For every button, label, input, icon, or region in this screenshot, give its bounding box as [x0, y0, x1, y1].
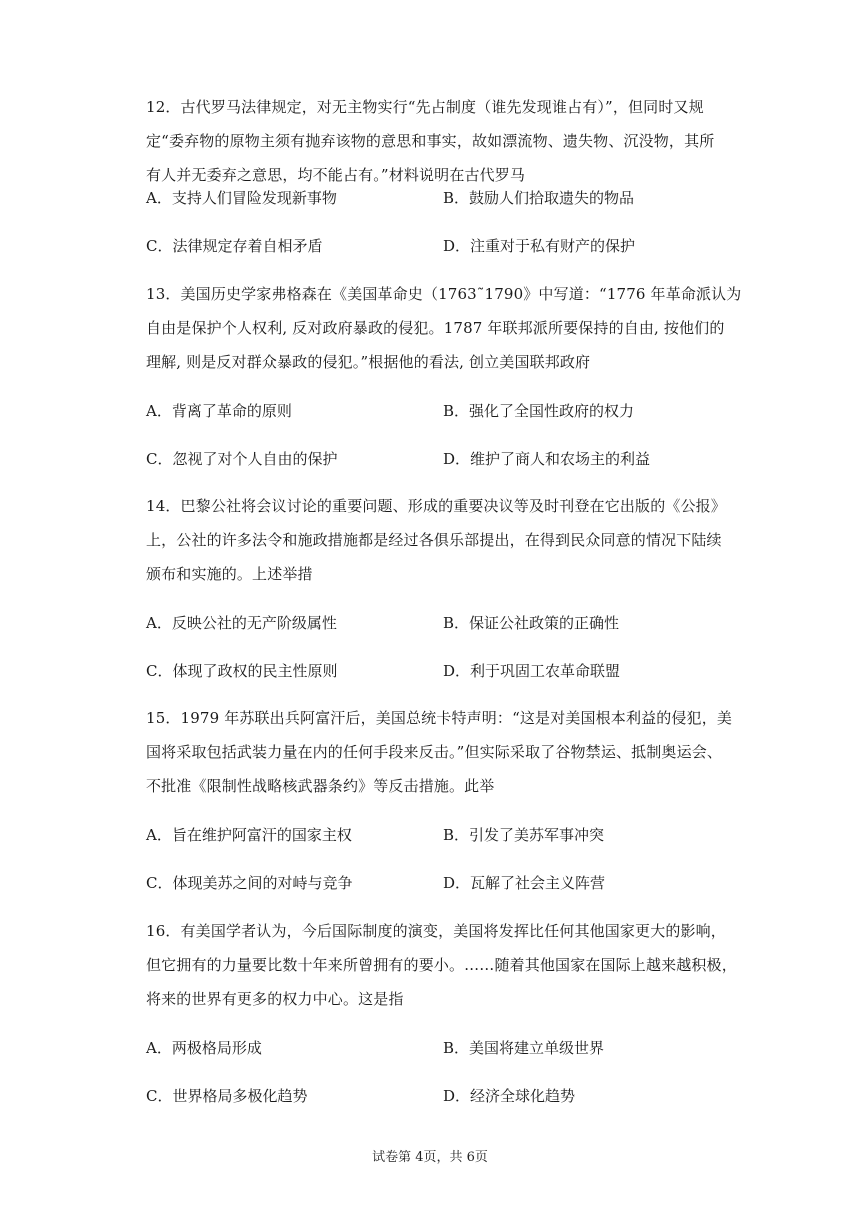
- option-b[interactable]: B．鼓励人们拾取遗失的物品: [443, 189, 635, 207]
- stem-line: 颁布和实施的。上述举措: [146, 565, 313, 583]
- option-a[interactable]: A．两极格局形成: [146, 1039, 262, 1057]
- option-d[interactable]: D．利于巩固工农革命联盟: [443, 662, 621, 680]
- question-15: [146, 701, 733, 892]
- option-c[interactable]: C．体现了政权的民主性原则: [146, 662, 338, 680]
- option-c[interactable]: C．世界格局多极化趋势: [146, 1087, 308, 1105]
- stem-line: 理解, 则是反对群众暴政的侵犯。”根据他的看法, 创立美国联邦政府: [146, 353, 591, 371]
- stem-line: 16．有美国学者认为，今后国际制度的演变，美国将发挥比任何其他国家更大的影响，: [146, 922, 726, 940]
- stem-line: 有人并无委弃之意思，均不能占有。”材料说明在古代罗马: [146, 166, 526, 184]
- option-c[interactable]: C．法律规定存着自相矛盾: [146, 237, 323, 255]
- stem-line: 但它拥有的力量要比数十年来所曾拥有的要小。……随着其他国家在国际上越来越积极，: [146, 956, 737, 974]
- page-footer: 试卷第 4页，共 6页: [372, 1150, 488, 1165]
- option-d[interactable]: D．维护了商人和农场主的利益: [443, 450, 651, 468]
- question-stem: [146, 701, 733, 803]
- stem-line: 将来的世界有更多的权力中心。这是指: [146, 990, 404, 1008]
- question-stem: [146, 277, 742, 379]
- question-12: [146, 90, 716, 255]
- question-stem: [146, 914, 737, 1016]
- option-a[interactable]: A．背离了革命的原则: [146, 402, 292, 420]
- option-a[interactable]: A．反映公社的无产阶级属性: [146, 614, 337, 632]
- option-d[interactable]: D．经济全球化趋势: [443, 1087, 576, 1105]
- question-stem: [146, 90, 716, 192]
- option-b[interactable]: B．引发了美苏军事冲突: [443, 826, 605, 844]
- option-c[interactable]: C．体现美苏之间的对峙与竞争: [146, 874, 353, 892]
- option-b[interactable]: B．保证公社政策的正确性: [443, 614, 620, 632]
- question-16: [146, 914, 737, 1105]
- question-stem: [146, 489, 726, 591]
- option-c[interactable]: C．忽视了对个人自由的保护: [146, 450, 338, 468]
- option-a[interactable]: A．旨在维护阿富汗的国家主权: [146, 826, 352, 844]
- stem-line: 15．1979 年苏联出兵阿富汗后，美国总统卡特声明：“这是对美国根本利益的侵犯，美: [146, 709, 733, 727]
- stem-line: 国将采取包括武装力量在内的任何手段来反击。”但实际采取了谷物禁运、抵制奥运会、: [146, 743, 723, 761]
- option-b[interactable]: B．强化了全国性政府的权力: [443, 402, 635, 420]
- stem-line: 不批准《限制性战略核武器条约》等反击措施。此举: [146, 777, 495, 795]
- question-14: [146, 489, 726, 680]
- stem-line: 13．美国历史学家弗格森在《美国革命史（1763˜1790》中写道：“1776 年革命派认为: [146, 285, 742, 303]
- stem-line: 14．巴黎公社将会议讨论的重要问题、形成的重要决议等及时刊登在它出版的《公报》: [146, 497, 726, 515]
- question-13: [146, 277, 742, 468]
- stem-line: 自由是保护个人权利, 反对政府暴政的侵犯。1787 年联邦派所要保持的自由, 按他们的: [146, 319, 725, 337]
- option-b[interactable]: B．美国将建立单级世界: [443, 1039, 605, 1057]
- option-a[interactable]: A．支持人们冒险发现新事物: [146, 189, 337, 207]
- stem-line: 上，公社的许多法令和施政措施都是经过各俱乐部提出，在得到民众同意的情况下陆续: [146, 531, 722, 549]
- stem-line: 定“委弃物的原物主须有抛弃该物的意思和事实，故如漂流物、遗失物、沉没物，其所: [146, 132, 715, 150]
- option-d[interactable]: D．瓦解了社会主义阵营: [443, 874, 606, 892]
- stem-line: 12．古代罗马法律规定，对无主物实行“先占制度（谁先发现谁占有）”，但同时又规: [146, 98, 704, 116]
- option-d[interactable]: D．注重对于私有财产的保护: [443, 237, 636, 255]
